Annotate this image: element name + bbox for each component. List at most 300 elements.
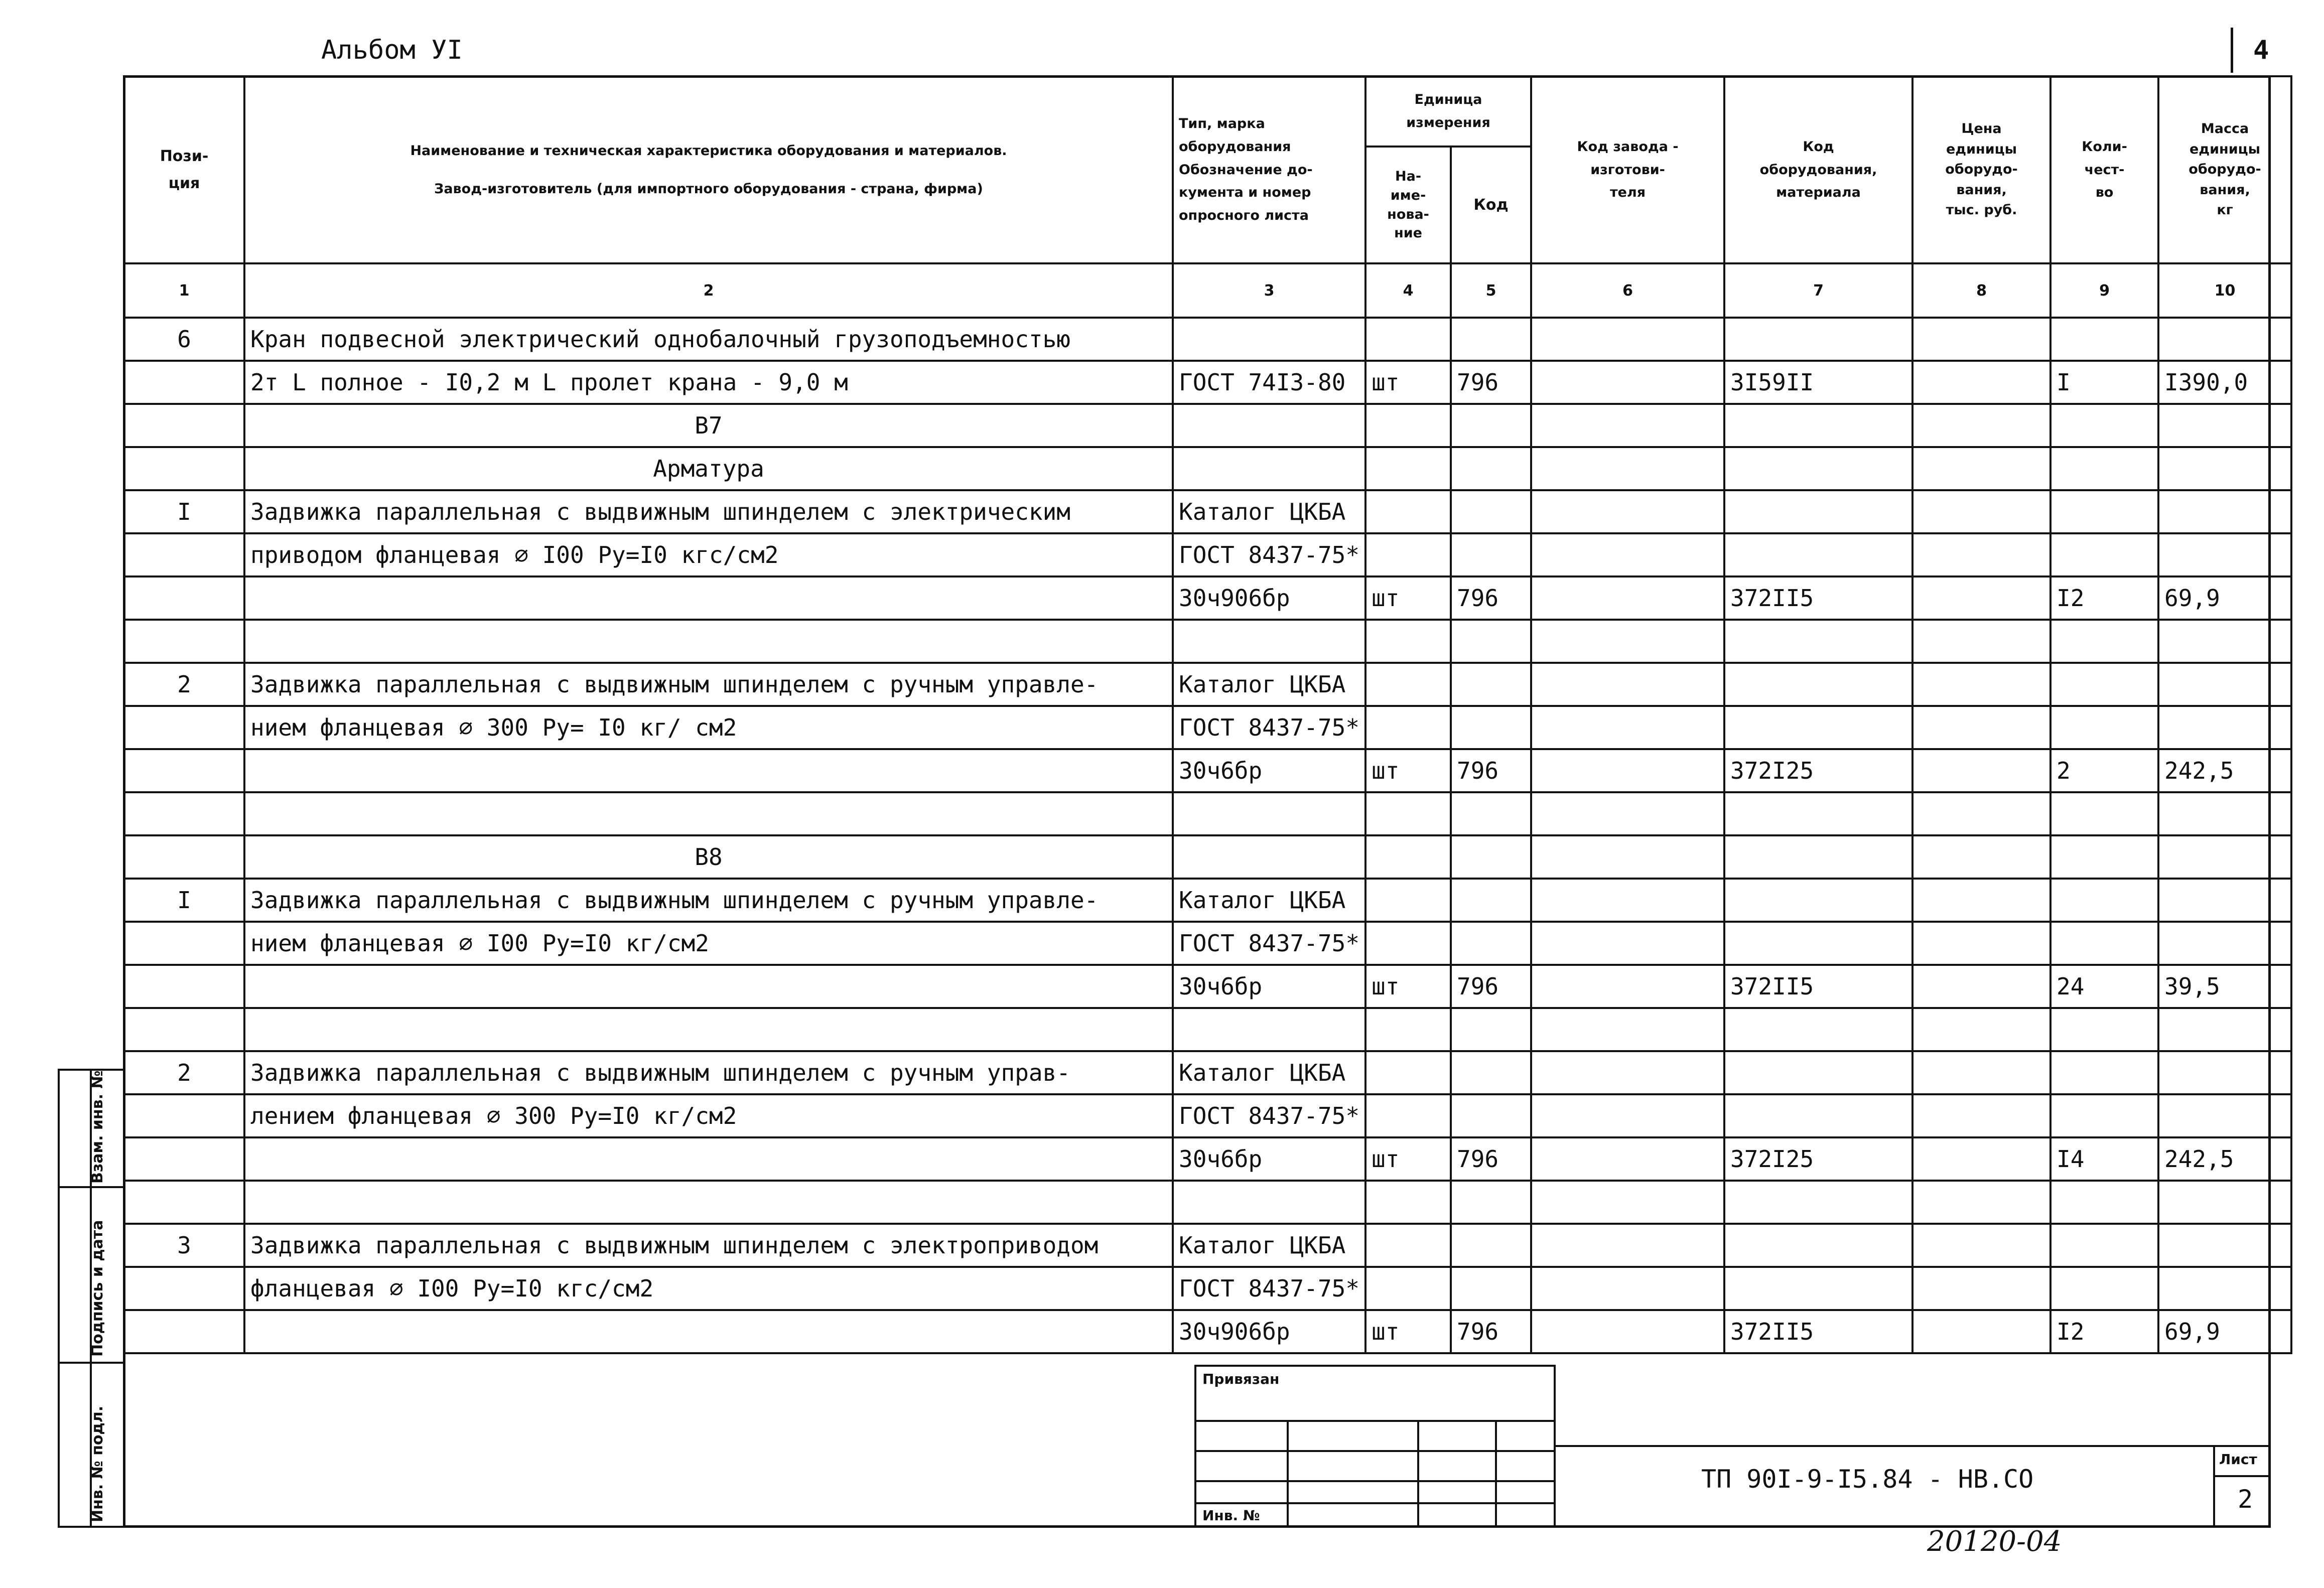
name-cell: 2т L полное - I0,2 м L пролет крана - 9,0 м [244,361,1173,404]
material-code-cell [1724,1008,1912,1051]
type-cell: Каталог ЦКБА [1173,879,1365,922]
unit-code-cell [1451,792,1531,835]
position-cell: 3 [124,1224,244,1267]
stamp-line [1196,1420,1554,1422]
maker-code-cell [1531,361,1724,404]
unit-name-cell [1365,1224,1451,1267]
mass-cell [2158,922,2291,965]
mass-cell [2158,1267,2291,1310]
type-cell [1173,792,1365,835]
mass-cell [2158,792,2291,835]
material-code-cell: 3I59II [1724,361,1912,404]
position-cell [124,965,244,1008]
mass-cell: 242,5 [2158,1137,2291,1181]
quantity-cell [2050,706,2158,749]
name-cell [244,576,1173,620]
quantity-cell: I4 [2050,1137,2158,1181]
unit-name-cell [1365,835,1451,879]
material-code-cell [1724,533,1912,576]
mass-cell: 39,5 [2158,965,2291,1008]
sheet-divider [2215,1475,2271,1477]
unit-code-cell [1451,922,1531,965]
unit-code-cell [1451,663,1531,706]
header-quantity-text: Коли- чест- во [2082,138,2127,201]
name-cell [244,1181,1173,1224]
specification-table [123,75,2292,1354]
stamp-line [1196,1480,1554,1482]
unit-name-cell [1365,792,1451,835]
unit-code-cell [1451,404,1531,447]
maker-code-cell [1531,1310,1724,1353]
material-code-cell [1724,792,1912,835]
position-cell [124,792,244,835]
unit-code-cell [1451,490,1531,533]
strip-label-signature: Подпись и дата [89,1220,106,1357]
price-cell [1912,835,2050,879]
price-cell [1912,879,2050,922]
price-cell [1912,663,2050,706]
header-unit [1365,76,1531,147]
quantity-cell: 2 [2050,749,2158,792]
unit-name-cell: шт [1365,1137,1451,1181]
col-number: 1 [124,263,244,318]
table-row [124,965,2291,1008]
quantity-cell [2050,490,2158,533]
strip-label-replace: Взам. инв. № [89,1070,106,1184]
header-mass [2158,76,2291,263]
header-price-text: Цена единицы оборудо- вания, тыс. руб. [1945,121,2018,218]
col-number: 2 [244,263,1173,318]
maker-code-cell [1531,749,1724,792]
price-cell [1912,318,2050,361]
type-cell [1173,447,1365,490]
material-code-cell [1724,879,1912,922]
position-cell [124,1181,244,1224]
type-cell: Каталог ЦКБА [1173,1224,1365,1267]
position-cell: I [124,490,244,533]
table-row [124,706,2291,749]
position-cell [124,922,244,965]
unit-name-cell [1365,879,1451,922]
quantity-cell: I2 [2050,1310,2158,1353]
table-row [124,490,2291,533]
material-code-cell [1724,922,1912,965]
position-cell: 2 [124,663,244,706]
strip-line [60,1186,123,1188]
table-row [124,533,2291,576]
position-cell [124,1008,244,1051]
strip-label-inventory: Инв. № подл. [89,1405,106,1522]
quantity-cell [2050,1008,2158,1051]
table-row [124,663,2291,706]
mass-cell [2158,835,2291,879]
header-name [244,76,1173,263]
quantity-cell [2050,1051,2158,1094]
unit-name-cell [1365,404,1451,447]
maker-code-cell [1531,1137,1724,1181]
maker-code-cell [1531,576,1724,620]
unit-code-cell [1451,1267,1531,1310]
col-number: 7 [1724,263,1912,318]
maker-code-cell [1531,835,1724,879]
maker-code-cell [1531,447,1724,490]
material-code-cell [1724,706,1912,749]
title-block [1556,1445,2271,1528]
table-row [124,792,2291,835]
col-number: 5 [1451,263,1531,318]
type-cell: Каталог ЦКБА [1173,1051,1365,1094]
table-row [124,1051,2291,1094]
unit-name-cell [1365,1094,1451,1137]
unit-name-cell [1365,1051,1451,1094]
unit-name-cell [1365,447,1451,490]
name-cell: лением фланцевая ∅ 300 Ру=I0 кг/см2 [244,1094,1173,1137]
type-cell: 30ч906бр [1173,1310,1365,1353]
unit-code-cell [1451,533,1531,576]
mass-cell: 69,9 [2158,576,2291,620]
material-code-cell: 372I25 [1724,1137,1912,1181]
col-number: 6 [1531,263,1724,318]
table-row [124,749,2291,792]
sheet-label: Лист [2219,1451,2257,1468]
position-cell [124,1310,244,1353]
stamp-line [1196,1450,1554,1452]
position-cell [124,835,244,879]
material-code-cell [1724,1181,1912,1224]
price-cell [1912,1094,2050,1137]
unit-code-cell [1451,620,1531,663]
name-cell [244,792,1173,835]
unit-name-cell: шт [1365,749,1451,792]
unit-code-cell: 796 [1451,965,1531,1008]
price-cell [1912,404,2050,447]
name-cell: нием фланцевая ∅ I00 Ру=I0 кг/см2 [244,922,1173,965]
unit-name-cell [1365,490,1451,533]
mass-cell [2158,620,2291,663]
mass-cell [2158,706,2291,749]
table-row [124,835,2291,879]
position-cell: 6 [124,318,244,361]
unit-name-cell: шт [1365,965,1451,1008]
maker-code-cell [1531,620,1724,663]
table-row [124,1008,2291,1051]
type-cell [1173,318,1365,361]
name-cell: Кран подвесной электрический однобалочный грузоподъемностью [244,318,1173,361]
position-cell [124,533,244,576]
type-cell [1173,1008,1365,1051]
maker-code-cell [1531,318,1724,361]
header-unit-code [1451,147,1531,263]
material-code-cell [1724,620,1912,663]
position-cell [124,404,244,447]
unit-name-cell [1365,922,1451,965]
unit-code-cell [1451,1051,1531,1094]
material-code-cell [1724,663,1912,706]
price-cell [1912,922,2050,965]
header-unit-text: Единица измерения [1406,92,1490,130]
position-cell: I [124,879,244,922]
maker-code-cell [1531,1267,1724,1310]
header-quantity [2050,76,2158,263]
position-cell [124,1094,244,1137]
quantity-cell [2050,835,2158,879]
left-stamp-strip [58,1069,123,1528]
col-number: 3 [1173,263,1365,318]
type-cell: ГОСТ 8437-75* [1173,922,1365,965]
material-code-cell [1724,1224,1912,1267]
quantity-cell: I [2050,361,2158,404]
price-cell [1912,792,2050,835]
unit-name-cell [1365,663,1451,706]
maker-code-cell [1531,1008,1724,1051]
material-code-cell [1724,318,1912,361]
maker-code-cell [1531,879,1724,922]
price-cell [1912,1181,2050,1224]
unit-code-cell: 796 [1451,749,1531,792]
material-code-cell [1724,835,1912,879]
maker-code-cell [1531,922,1724,965]
quantity-cell [2050,663,2158,706]
unit-name-cell: шт [1365,576,1451,620]
name-cell: B7 [244,404,1173,447]
table-row [124,1310,2291,1353]
name-cell: фланцевая ∅ I00 Ру=I0 кгс/см2 [244,1267,1173,1310]
quantity-cell [2050,792,2158,835]
table-row [124,318,2291,361]
strip-line [60,1362,123,1364]
table-row [124,1224,2291,1267]
price-cell [1912,706,2050,749]
position-cell: 2 [124,1051,244,1094]
position-cell [124,576,244,620]
type-cell: ГОСТ 8437-75* [1173,706,1365,749]
maker-code-cell [1531,1181,1724,1224]
header-type [1173,76,1365,263]
price-cell [1912,965,2050,1008]
mass-cell [2158,447,2291,490]
maker-code-cell [1531,792,1724,835]
name-cell: Задвижка параллельная с выдвижным шпинделем с электрическим [244,490,1173,533]
mass-cell: I390,0 [2158,361,2291,404]
type-cell [1173,1181,1365,1224]
name-cell [244,1310,1173,1353]
mass-cell [2158,663,2291,706]
header-unit-name [1365,147,1451,263]
col-number: 10 [2158,263,2291,318]
maker-code-cell [1531,965,1724,1008]
type-cell: ГОСТ 74I3-80 [1173,361,1365,404]
unit-code-cell [1451,447,1531,490]
name-cell: нием фланцевая ∅ 300 Ру= I0 кг/ см2 [244,706,1173,749]
header-position-text: Пози- ция [160,147,209,192]
mass-cell [2158,1094,2291,1137]
unit-code-cell: 796 [1451,1137,1531,1181]
name-cell: Задвижка параллельная с выдвижным шпинделем с электроприводом [244,1224,1173,1267]
mass-cell [2158,490,2291,533]
material-code-cell [1724,1094,1912,1137]
type-cell: ГОСТ 8437-75* [1173,1267,1365,1310]
name-cell: B8 [244,835,1173,879]
position-cell [124,1267,244,1310]
mass-cell [2158,533,2291,576]
maker-code-cell [1531,1094,1724,1137]
table-row [124,576,2291,620]
stamp-line [1495,1422,1497,1528]
unit-code-cell [1451,835,1531,879]
type-cell: Каталог ЦКБА [1173,663,1365,706]
unit-name-cell: шт [1365,1310,1451,1353]
quantity-cell [2050,1094,2158,1137]
price-cell [1912,1267,2050,1310]
quantity-cell [2050,533,2158,576]
name-cell: Задвижка параллельная с выдвижным шпинделем с ручным управле- [244,879,1173,922]
name-cell [244,749,1173,792]
mass-cell: 69,9 [2158,1310,2291,1353]
type-cell: 30ч6бр [1173,749,1365,792]
table-row [124,1181,2291,1224]
unit-name-cell [1365,533,1451,576]
price-cell [1912,533,2050,576]
table-row [124,922,2291,965]
unit-name-cell [1365,620,1451,663]
header-position [124,76,244,263]
header-name-line2: Завод-изготовитель (для импортного оборудования - страна, фирма) [434,181,983,197]
type-cell: 30ч906бр [1173,576,1365,620]
position-cell [124,620,244,663]
mass-cell [2158,1224,2291,1267]
mass-cell [2158,1181,2291,1224]
price-cell [1912,1310,2050,1353]
unit-code-cell [1451,1094,1531,1137]
name-cell: Задвижка параллельная с выдвижным шпинделем с ручным управле- [244,663,1173,706]
maker-code-cell [1531,533,1724,576]
stamp-inventory-label: Инв. № [1202,1507,1260,1524]
page-number: 4 [2253,35,2269,65]
header-name-line1: Наименование и техническая характеристика оборудования и материалов. [410,142,1007,159]
price-cell [1912,490,2050,533]
price-cell [1912,361,2050,404]
price-cell [1912,447,2050,490]
stamp-line [1417,1422,1419,1528]
table-row [124,447,2291,490]
col-number: 9 [2050,263,2158,318]
material-code-cell [1724,1267,1912,1310]
unit-code-cell: 796 [1451,361,1531,404]
position-cell [124,361,244,404]
material-code-cell: 372II5 [1724,1310,1912,1353]
name-cell [244,620,1173,663]
position-cell [124,1137,244,1181]
name-cell: Арматура [244,447,1173,490]
stamp-line [1287,1422,1289,1528]
position-cell [124,706,244,749]
type-cell [1173,835,1365,879]
table-row [124,1267,2291,1310]
price-cell [1912,620,2050,663]
name-cell [244,1008,1173,1051]
type-cell: 30ч6бр [1173,965,1365,1008]
stamp-line [1196,1502,1554,1504]
header-material-code-text: Код оборудования, материала [1759,138,1877,201]
header-unit-name-text: На- име- нова- ние [1387,168,1429,241]
type-cell: ГОСТ 8437-75* [1173,533,1365,576]
quantity-cell: I2 [2050,576,2158,620]
header-maker-code-text: Код завода - изготови- теля [1577,138,1679,201]
sheet-box [2213,1447,2271,1528]
position-cell [124,447,244,490]
maker-code-cell [1531,706,1724,749]
type-cell [1173,620,1365,663]
mass-cell [2158,404,2291,447]
price-cell [1912,1224,2050,1267]
unit-code-cell: 796 [1451,576,1531,620]
type-cell: ГОСТ 8437-75* [1173,1094,1365,1137]
type-cell: Каталог ЦКБА [1173,490,1365,533]
quantity-cell [2050,318,2158,361]
unit-name-cell [1365,1008,1451,1051]
price-cell [1912,1051,2050,1094]
price-cell [1912,1008,2050,1051]
table-row [124,361,2291,404]
mass-cell [2158,1008,2291,1051]
name-cell [244,965,1173,1008]
price-cell [1912,749,2050,792]
quantity-cell [2050,447,2158,490]
unit-code-cell: 796 [1451,1310,1531,1353]
name-cell: приводом фланцевая ∅ I00 Ру=I0 кгс/см2 [244,533,1173,576]
mass-cell [2158,318,2291,361]
maker-code-cell [1531,404,1724,447]
header-price [1912,76,2050,263]
column-numbers-row [124,263,2291,318]
sheet-number: 2 [2238,1485,2253,1514]
name-cell: Задвижка параллельная с выдвижным шпинделем с ручным управ- [244,1051,1173,1094]
material-code-cell [1724,1051,1912,1094]
material-code-cell: 372I25 [1724,749,1912,792]
unit-code-cell [1451,318,1531,361]
material-code-cell [1724,404,1912,447]
unit-name-cell [1365,1181,1451,1224]
maker-code-cell [1531,663,1724,706]
album-label: Альбом УI [321,35,463,65]
quantity-cell [2050,922,2158,965]
material-code-cell [1724,447,1912,490]
unit-name-cell [1365,318,1451,361]
position-cell [124,749,244,792]
header-mass-text: Масса единицы оборудо- вания, кг [2189,121,2261,218]
table-row [124,1137,2291,1181]
table-row [124,879,2291,922]
mass-cell [2158,1051,2291,1094]
unit-code-cell [1451,1181,1531,1224]
unit-code-cell [1451,879,1531,922]
header-maker-code [1531,76,1724,263]
header-type-text: Тип, марка оборудования Обозначение до- кумента и номер опросного листа [1179,115,1313,224]
quantity-cell [2050,1224,2158,1267]
unit-name-cell: шт [1365,361,1451,404]
unit-code-cell [1451,706,1531,749]
type-cell: 30ч6бр [1173,1137,1365,1181]
page-number-bar [2231,28,2233,73]
material-code-cell: 372II5 [1724,965,1912,1008]
quantity-cell [2050,620,2158,663]
maker-code-cell [1531,490,1724,533]
maker-code-cell [1531,1051,1724,1094]
table-row [124,1094,2291,1137]
col-number: 8 [1912,263,2050,318]
price-cell [1912,576,2050,620]
header-unit-code-text: Код [1473,196,1509,214]
